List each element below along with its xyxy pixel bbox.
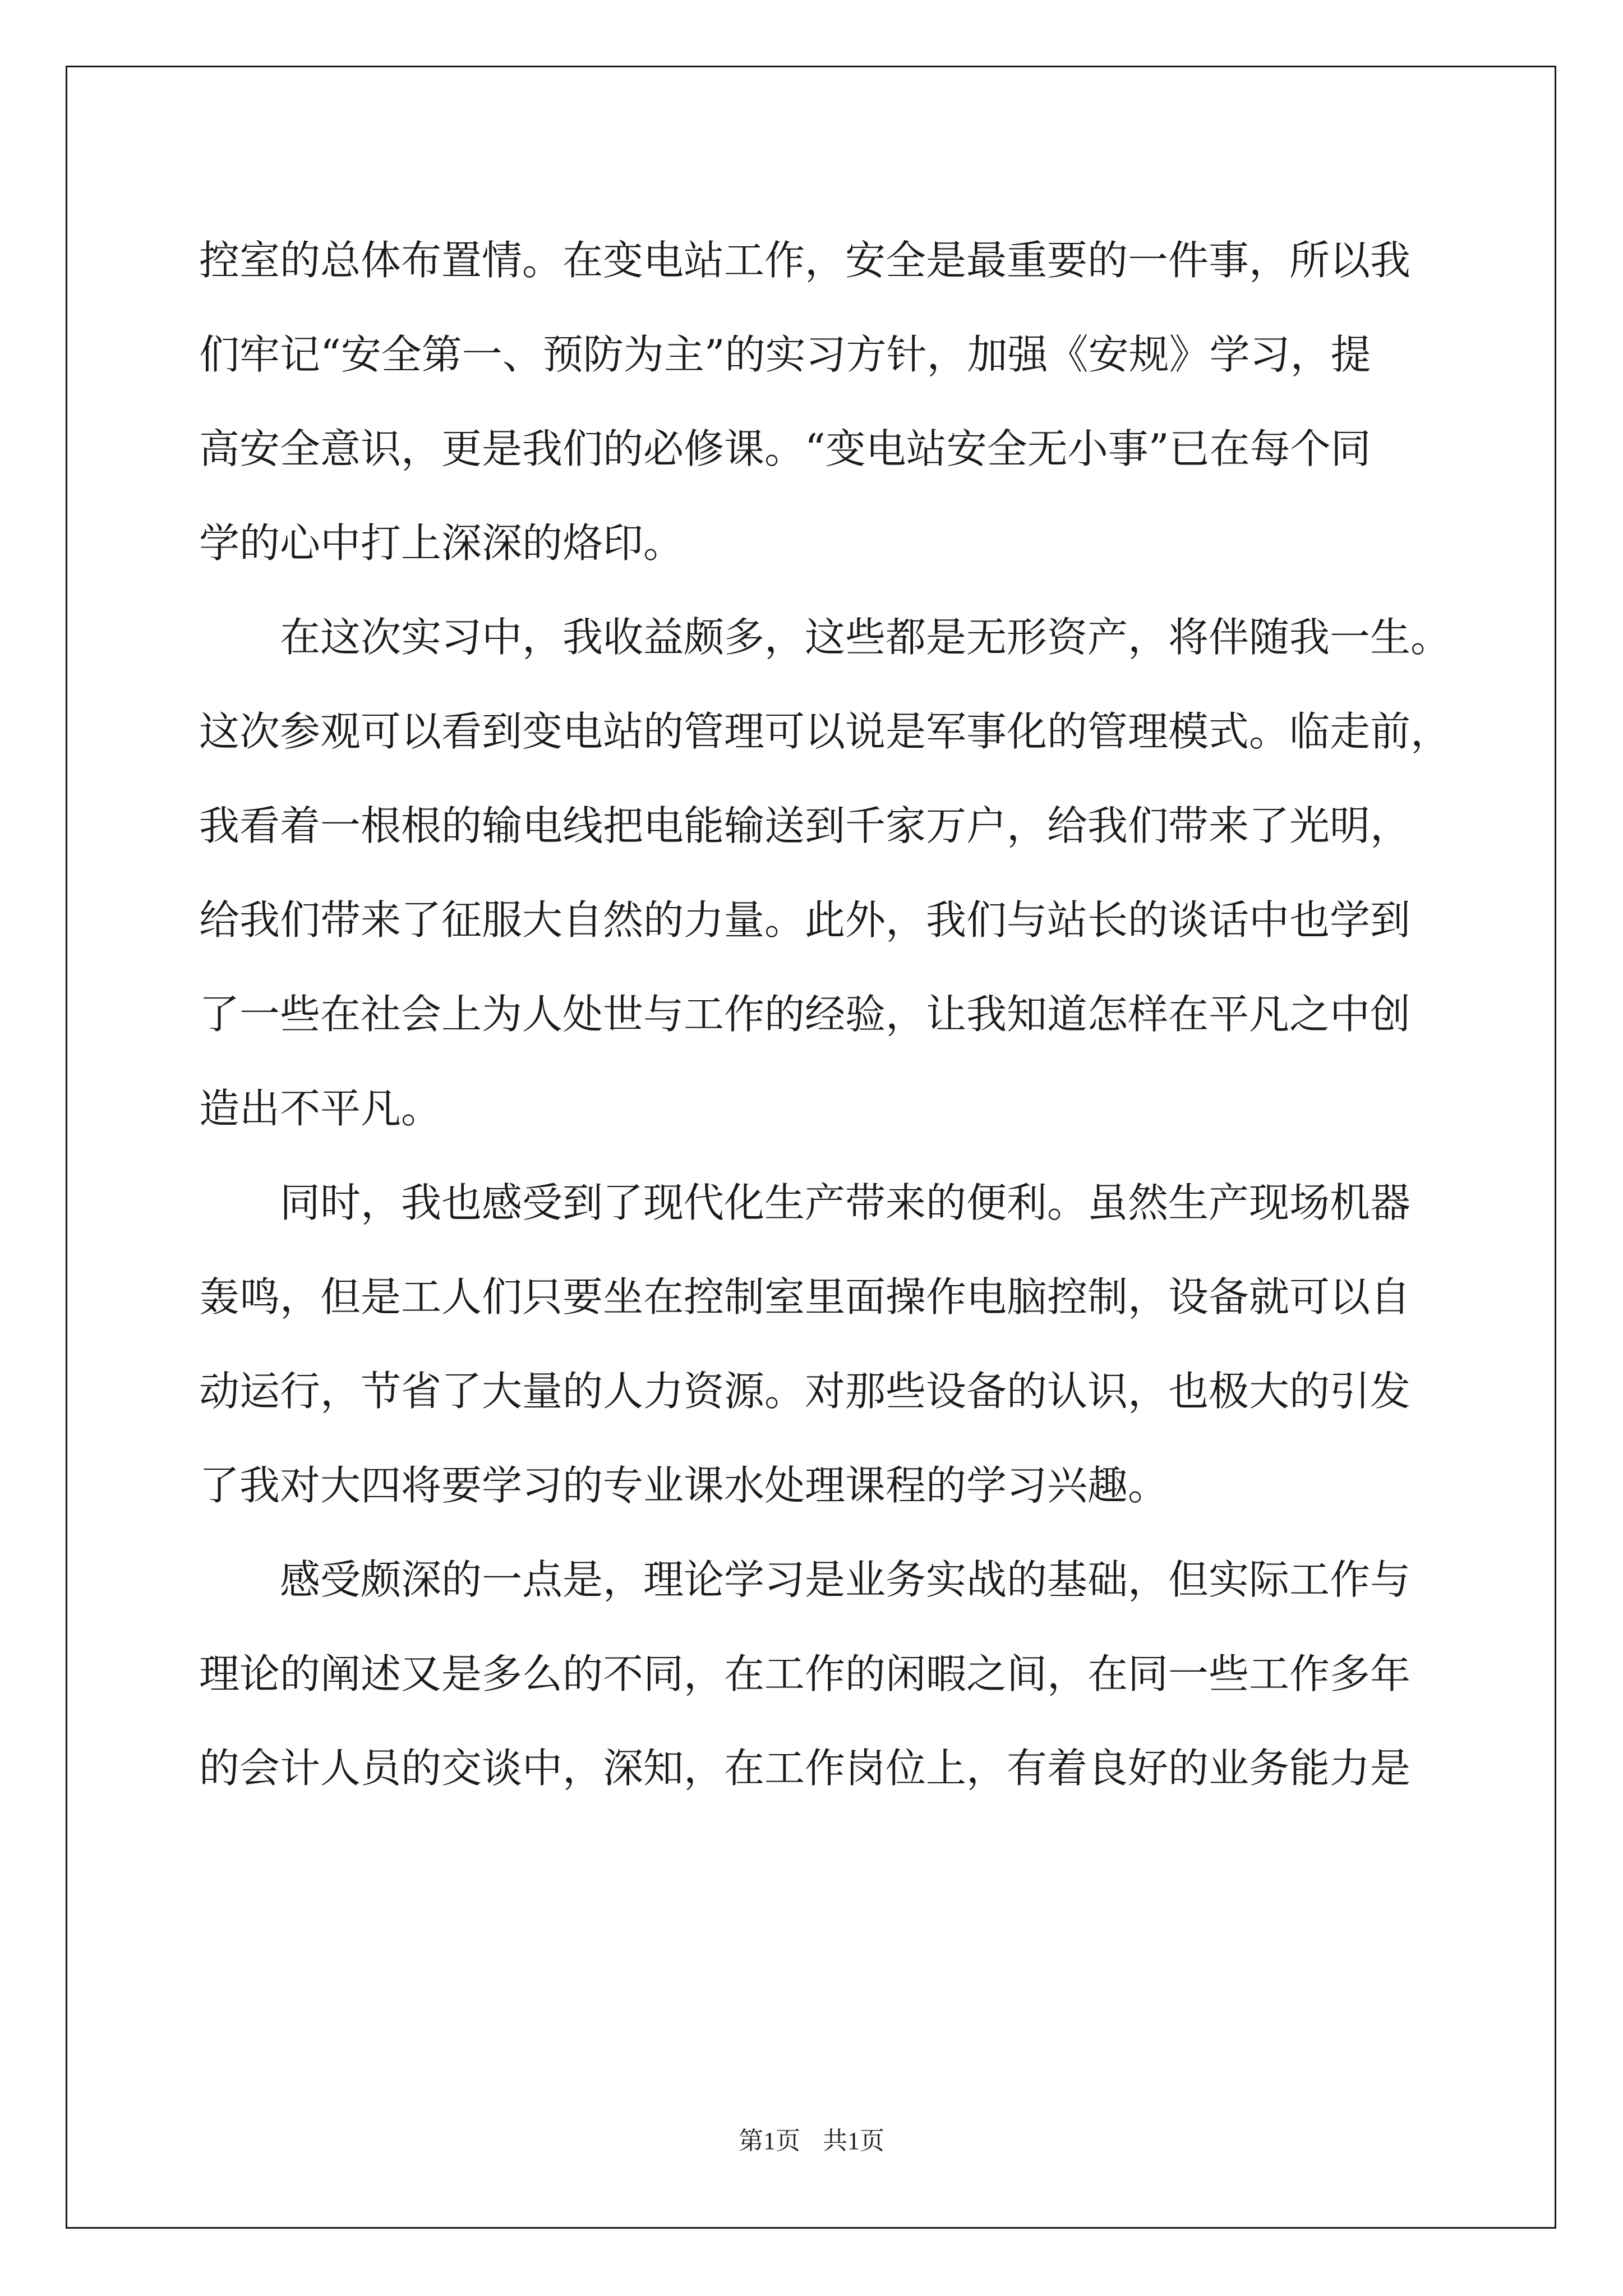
text-line: 造出不平凡。 — [199, 1085, 442, 1132]
text-line: 学的心中打上深深的烙印。 — [199, 519, 684, 567]
text-line: 了我对大四将要学习的专业课水处理课程的学习兴趣。 — [199, 1462, 1169, 1509]
page-number: 第1页 — [739, 2127, 800, 2155]
text-line: 在这次实习中，我收益颇多，这些都是无形资产，将伴随我一生。 — [199, 614, 1451, 661]
text-line: 控室的总体布置情。在变电站工作，安全是最重要的一件事，所以我 — [199, 237, 1411, 284]
text-line: 的会计人员的交谈中，深知，在工作岗位上，有着良好的业务能力是 — [199, 1745, 1411, 1792]
document-body — [199, 213, 1455, 1815]
text-line: 同时，我也感受到了现代化生产带来的便利。虽然生产现场机器 — [199, 1179, 1411, 1226]
text-line: 动运行，节省了大量的人力资源。对那些设备的认识，也极大的引发 — [199, 1368, 1411, 1415]
page-total: 共1页 — [823, 2127, 884, 2155]
text-line: 高安全意识，更是我们的必修课。“变电站安全无小事”已在每个同 — [199, 425, 1371, 472]
text-line: 给我们带来了征服大自然的力量。此外，我们与站长的谈话中也学到 — [199, 896, 1411, 944]
text-line: 们牢记“安全第一、预防为主”的实习方针，加强《安规》学习，提 — [199, 331, 1371, 378]
text-line: 轰鸣，但是工人们只要坐在控制室里面操作电脑控制，设备就可以自 — [199, 1273, 1411, 1320]
text-line: 了一些在社会上为人处世与工作的经验，让我知道怎样在平凡之中创 — [199, 991, 1411, 1038]
text-line: 感受颇深的一点是，理论学习是业务实战的基础，但实际工作与 — [199, 1556, 1411, 1603]
text-line: 理论的阐述又是多么的不同，在工作的闲暇之间，在同一些工作多年 — [199, 1650, 1411, 1697]
text-line: 我看着一根根的输电线把电能输送到千家万户，给我们带来了光明， — [199, 802, 1411, 849]
page-footer — [0, 2120, 1623, 2156]
text-line: 这次参观可以看到变电站的管理可以说是军事化的管理模式。临走前， — [199, 708, 1451, 755]
